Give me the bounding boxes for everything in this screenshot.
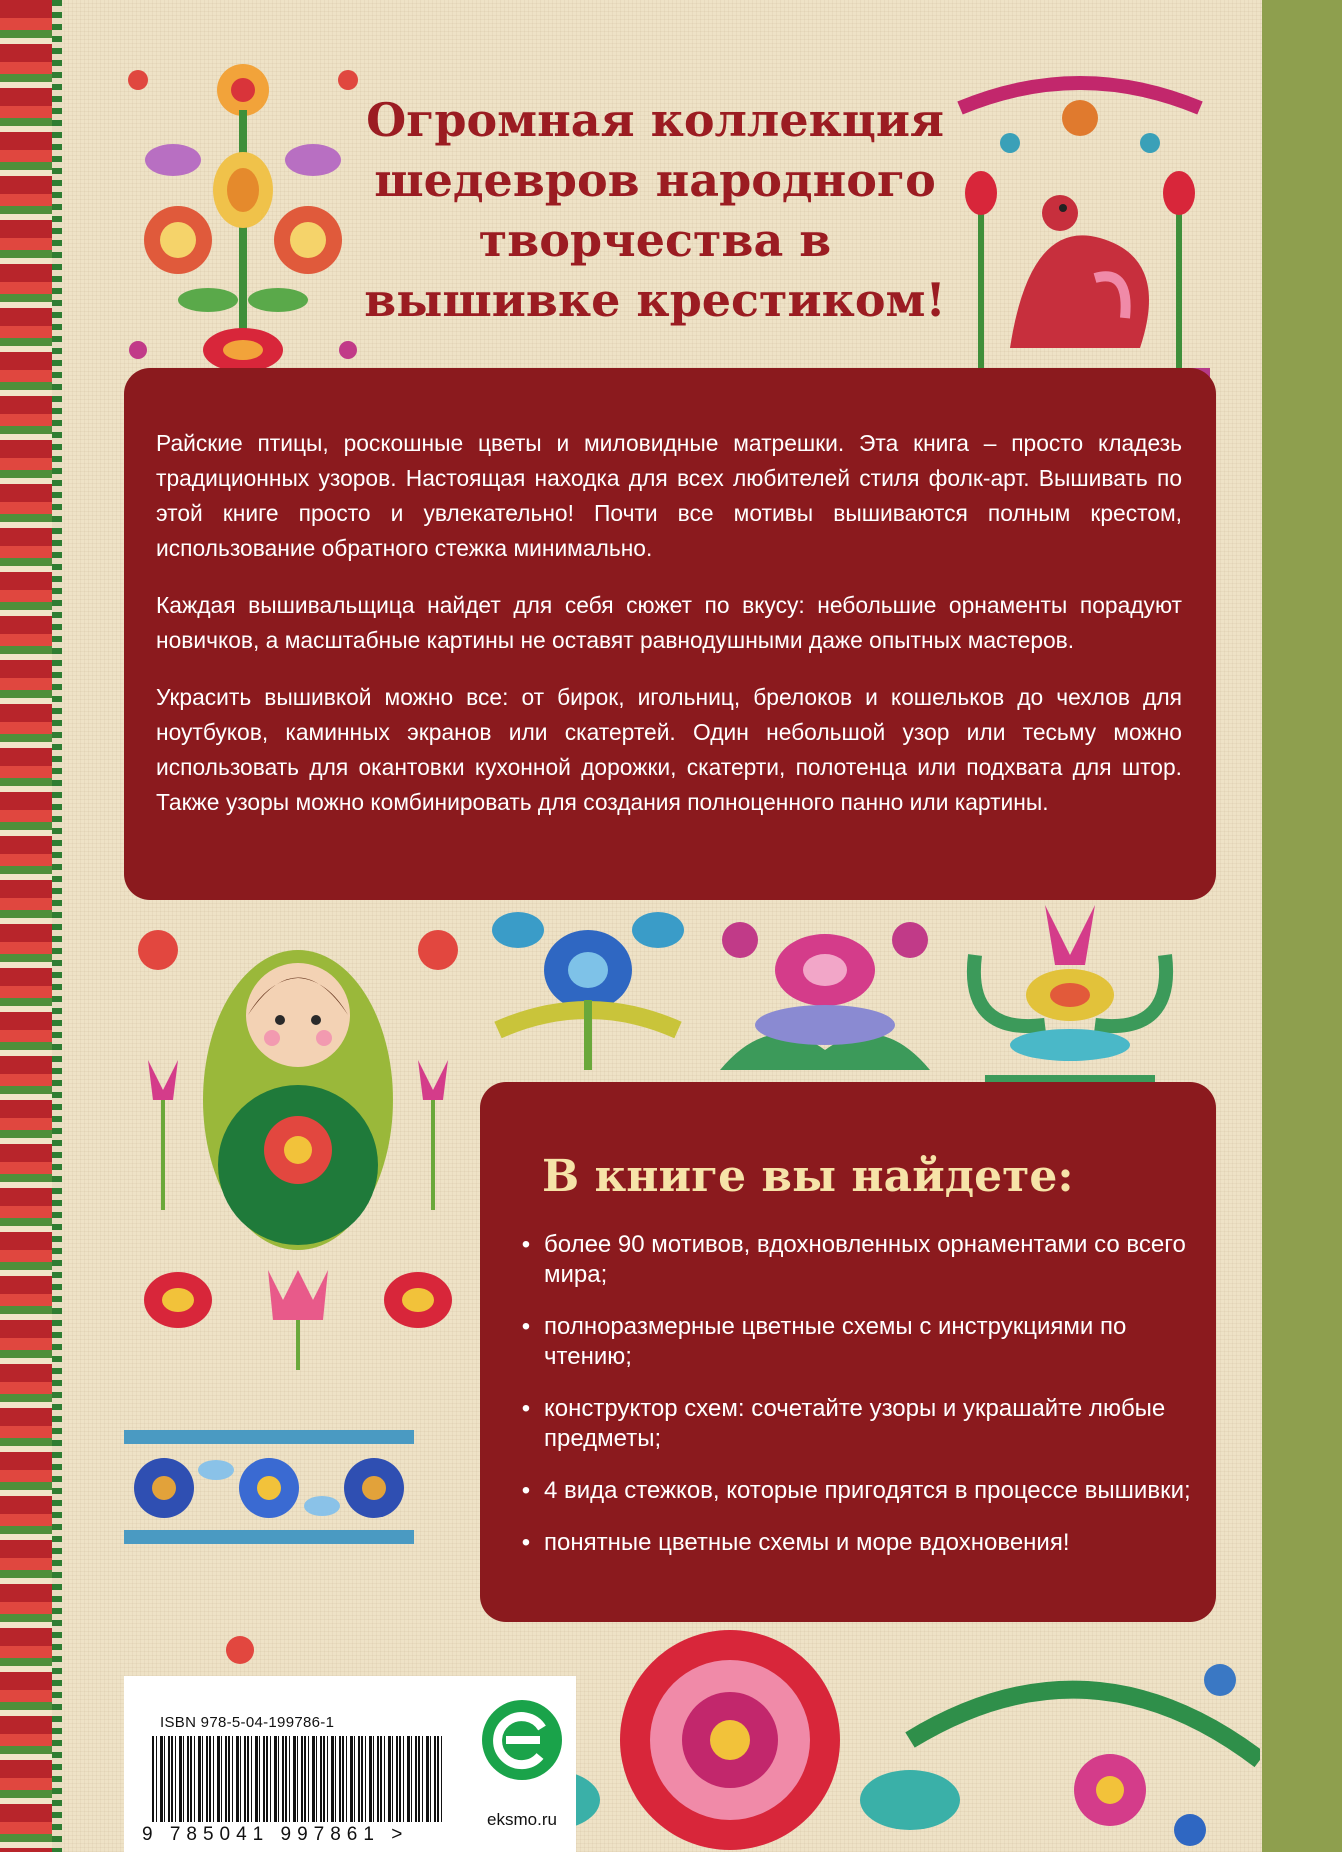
features-panel (480, 1082, 1216, 1622)
list-item (514, 1394, 1194, 1454)
barcode-label (124, 1676, 468, 1852)
blue-cornflower-motif (478, 890, 698, 1080)
list-item (514, 1312, 1194, 1372)
eksmo-logo-icon (480, 1698, 564, 1782)
list-item (514, 1476, 1194, 1506)
list-item (514, 1528, 1194, 1558)
description-paragraph: Каждая вышивальщица найдет для себя сюжет по вкусу: небольшие орнаменты порадуют новичков, а масштабные картины не оставят равнодушными даже опытных мастеров. (156, 592, 1182, 653)
description-paragraph: Райские птицы, роскошные цветы и миловидные матрешки. Эта книга – просто кладезь традиционных узоров. Настоящая находка для всех любителей стиля фолк-арт. Вышивать по этой книге просто и увлекательно! Почти все мотивы вышиваются полным крестом, использование обратного стежка минимально. (156, 430, 1182, 561)
features-title: В книге вы найдете: (542, 1151, 1074, 1202)
headline: Огромная коллекция шедевров народного творчества в вышивке крестиком! (364, 93, 946, 327)
bullet: • (521, 1529, 531, 1556)
description-panel (124, 368, 1216, 900)
features-list (514, 1230, 1194, 1580)
bullet: • (521, 1231, 531, 1258)
bullet: • (521, 1477, 531, 1504)
green-side-strip (1262, 0, 1342, 1852)
bullet: • (521, 1395, 531, 1422)
publisher-logo-box (468, 1676, 576, 1852)
barcode-icon (152, 1736, 442, 1822)
list-item (514, 1230, 1194, 1290)
embroidered-side-border (0, 0, 52, 1852)
floral-motif-top-left (118, 50, 368, 380)
bullet: • (521, 1313, 531, 1340)
blue-floral-ribbon (124, 1430, 414, 1545)
feature-text: 4 вида стежков, которые пригодятся в процессе вышивки; (544, 1477, 1191, 1504)
pink-flower-motif (710, 900, 940, 1100)
feature-text: полноразмерные цветные схемы с инструкциями по чтению; (544, 1313, 1127, 1370)
firebird-motif-top-right (950, 48, 1210, 398)
border-stitch-line (52, 0, 62, 1852)
description-paragraph: Украсить вышивкой можно все: от бирок, игольниц, брелоков и кошельков до чехлов для ноутбуков, каминных экранов или скатертей. Один небольшой узор или тесьму можно использовать для окантовки кухонной дорожки, скатерти, полотенца или подхвата для штор. Также узоры можно комбинировать для создания полноценного панно или картины. (156, 684, 1182, 815)
tulip-motif (955, 885, 1185, 1095)
matryoshka-motif (118, 920, 478, 1380)
publisher-url: eksmo.ru (487, 1810, 557, 1829)
feature-text: более 90 мотивов, вдохновленных орнаментами со всего мира; (544, 1231, 1186, 1288)
isbn-text: ISBN 978-5-04-199786-1 (160, 1714, 335, 1731)
feature-text: понятные цветные схемы и море вдохновения! (544, 1529, 1070, 1556)
feature-text: конструктор схем: сочетайте узоры и украшайте любые предметы; (544, 1395, 1166, 1452)
ean-digits: 9 785041 997861 > (142, 1824, 452, 1846)
